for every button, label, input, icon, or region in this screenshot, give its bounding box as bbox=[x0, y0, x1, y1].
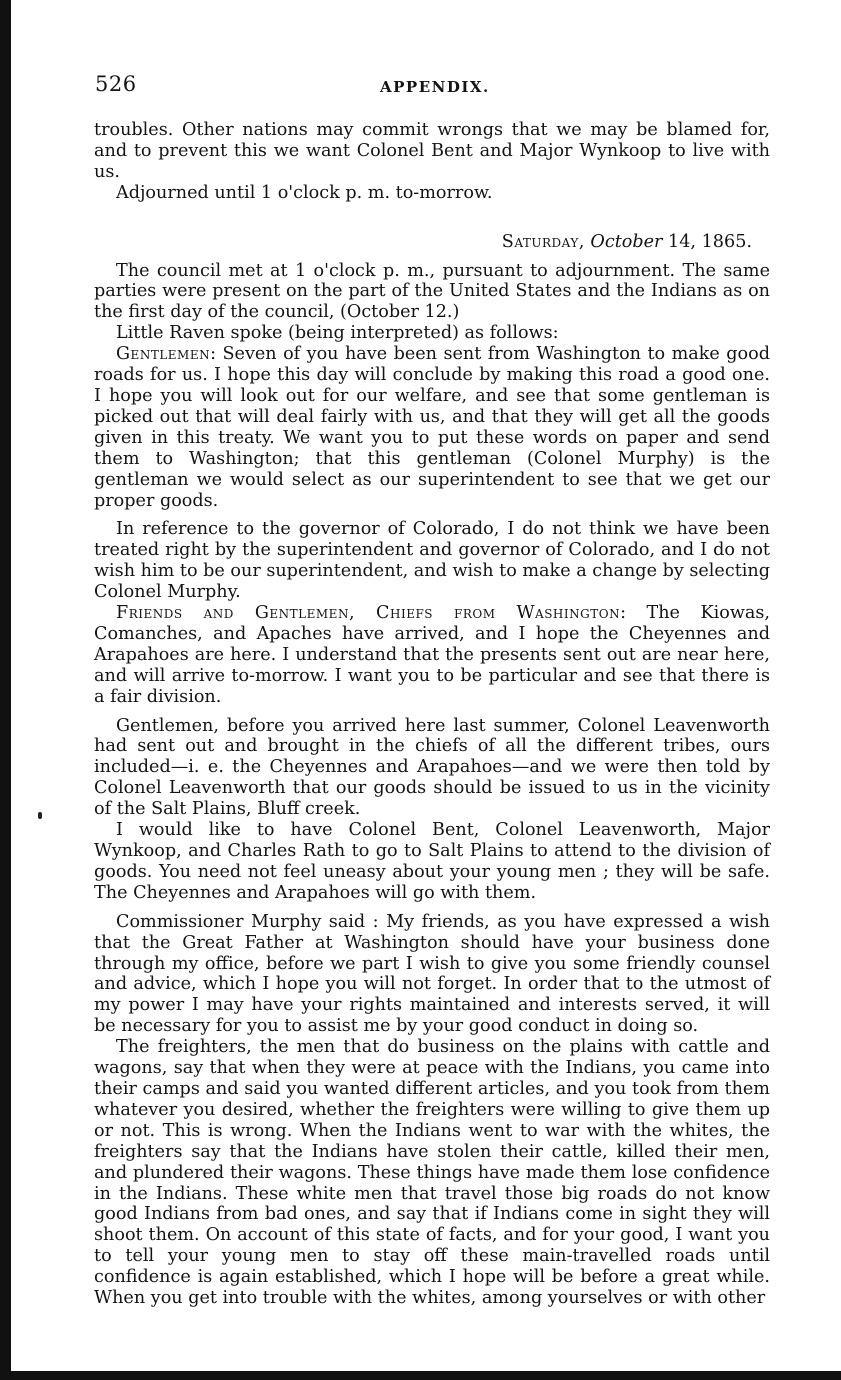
page-number: 526 bbox=[95, 72, 137, 96]
scan-border-bottom bbox=[0, 1371, 841, 1380]
paragraph-friends bbox=[94, 603, 770, 708]
speech-lead: Gentlemen bbox=[116, 344, 211, 365]
dateline-rest: 14, 1865. bbox=[662, 231, 752, 252]
speech-text: : The Kiowas, Comanches, and Apaches have arrived, and I hope the Cheyennes and Arapahoes are here. I understand that the presents sent out are near here, and will arrive to-morrow. I want you to be particular and see that there is a fair division. bbox=[94, 603, 770, 707]
paragraph-gentlemen bbox=[94, 344, 770, 511]
paragraph-council-met: The council met at 1 o'clock p. m., pursuant to adjournment. The same parties were present on the part of the United States and the Indians as on the first day of the council, (October 12.) bbox=[94, 260, 770, 323]
paragraph-continued: troubles. Other nations may commit wrongs that we may be blamed for, and to prevent this we want Colonel Bent and Major Wynkoop to live with us. bbox=[94, 120, 770, 182]
paragraph-adjourned: Adjourned until 1 o'clock p. m. to-morrow. bbox=[116, 182, 493, 203]
paragraph-little-raven: Little Raven spoke (being interpreted) as follows: bbox=[116, 323, 559, 344]
paragraph-murphy: Commissioner Murphy said : My friends, as you have expressed a wish that the Great Father at Washington should have your business done through my office, before we part I wish to give you some friendly counsel and advice, which I hope you will not forget. In order that to the utmost of my power I may have your rights maintained and interests served, it will be necessary for you to assist me by your good conduct in doing so. bbox=[94, 911, 770, 1037]
dateline bbox=[94, 232, 752, 253]
paragraph-leavenworth: Gentlemen, before you arrived here last summer, Colonel Leavenworth had sent out and brought in the chiefs of all the different tribes, ours included—i. e. the Cheyennes and Arapahoes—and we were then told by Colonel Leavenworth that our goods should be issued to us in the vicinity of the Salt Plains, Bluff creek. bbox=[94, 715, 770, 820]
running-head: APPENDIX. bbox=[380, 78, 490, 96]
ink-speck bbox=[38, 812, 42, 819]
body-text bbox=[94, 120, 770, 1309]
paragraph-salt-plains: I would like to have Colonel Bent, Colonel Leavenworth, Major Wynkoop, and Charles Rath to go to Salt Plains to attend to the division of goods. You need not feel uneasy about your young men ; they will be safe. The Cheyennes and Arapahoes will go with them. bbox=[94, 820, 770, 903]
page-header bbox=[95, 72, 775, 102]
dateline-month: October bbox=[590, 231, 663, 252]
dateline-day: Saturday, bbox=[501, 231, 585, 252]
speech-lead: Friends and Gentlemen, Chiefs from Washington bbox=[116, 603, 621, 624]
speech-text: : Seven of you have been sent from Washington to make good roads for us. I hope this day will conclude by making this road a good one. I hope you will look out for our welfare, and see that some gentleman is picked out that will deal fairly with us, and that they will get all the goods given in this treaty. We want you to put these words on paper and send them to Washington; that this gentleman (Colonel Murphy) is the gentleman we would select as our superintendent to see that we get our proper goods. bbox=[94, 344, 770, 511]
paragraph-governor: In reference to the governor of Colorado, I do not think we have been treated right by the superintendent and governor of Colorado, and I do not wish him to be our superintendent, and wish to make a change by selecting Colonel Murphy. bbox=[94, 519, 770, 603]
paragraph-freighters: The freighters, the men that do business on the plains with cattle and wagons, say that when they were at peace with the Indians, you came into their camps and said you wanted different articles, and you took from them whatever you desired, whether the freighters were willing to give them up or not. This is wrong. When the Indians went to war with the whites, the freighters say that the Indians have stolen their cattle, killed their men, and plundered their wagons. These things have made them lose confidence in the Indians. These white men that travel those big roads do not know good Indians from bad ones, and say that if Indians come in sight they will shoot them. On account of this state of facts, and for your good, I want you to tell your young men to stay off these main-travelled roads until confidence is again established, which I hope will be before a great while. When you get into trouble with the whites, among yourselves or with other bbox=[94, 1037, 770, 1309]
scan-border-left bbox=[0, 0, 11, 1380]
